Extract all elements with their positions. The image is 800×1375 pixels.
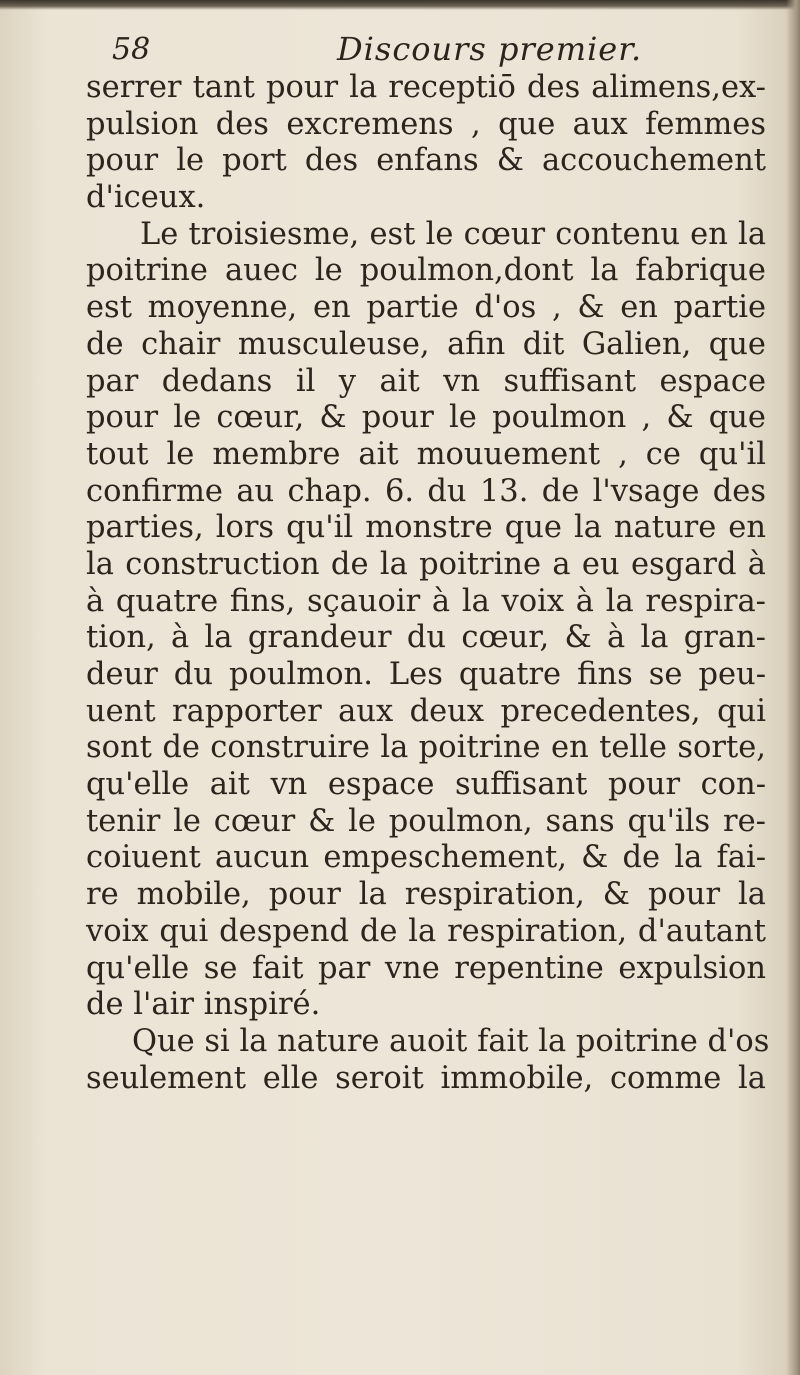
text-line: coiuent aucun empeschement, & de la fai- [86, 840, 766, 876]
text-line: de chair musculeuse, afin dit Galien, que [86, 326, 766, 362]
text-line: de l'air inspiré. [86, 987, 321, 1023]
text-line: qu'elle ait vn espace suffisant pour con- [86, 767, 766, 803]
page-binding-edge [786, 0, 800, 1375]
text-line: qu'elle se fait par vne repentine expulsion [86, 950, 766, 986]
text-line: tenir le cœur & le poulmon, sans qu'ils re- [86, 803, 766, 839]
text-line: confirme au chap. 6. du 13. de l'vsage des [86, 473, 766, 509]
text-line: parties, lors qu'il monstre que la nature en [86, 510, 766, 546]
paragraph-start-line: Que si la nature auoit fait la poitrine d'os [132, 1023, 770, 1059]
page-number: 58 [112, 32, 151, 67]
running-title: Discours premier. [337, 30, 643, 68]
page-top-edge [0, 0, 800, 10]
body-text [86, 70, 770, 1097]
text-line: tion, à la grandeur du cœur, & à la gran- [86, 620, 766, 656]
text-line: deur du poulmon. Les quatre fins se peu- [86, 657, 766, 692]
paragraph-start-line: Le troisiesme, est le cœur contenu en la [140, 216, 766, 252]
text-line: re mobile, pour la respiration, & pour la [86, 877, 766, 913]
text-line: pulsion des excremens , que aux femmes [86, 106, 766, 142]
text-line: pour le cœur, & pour le poulmon , & que [86, 400, 766, 436]
text-line: serrer tant pour la receptiō des alimens,ex- [86, 70, 766, 105]
text-line: est moyenne, en partie d'os , & en partie [86, 290, 766, 326]
text-line: d'iceux. [86, 180, 206, 216]
text-line: à quatre fins, sçauoir à la voix à la respira- [86, 583, 766, 619]
text-line: uent rapporter aux deux precedentes, qui [86, 693, 766, 729]
text-line: pour le port des enfans & accouchement [86, 143, 766, 179]
text-line: tout le membre ait mouuement , ce qu'il [86, 436, 766, 472]
text-line: la construction de la poitrine a eu esgard à [86, 546, 766, 582]
text-line: sont de construire la poitrine en telle sorte, [86, 730, 766, 766]
text-line: par dedans il y ait vn suffisant espace [86, 363, 766, 399]
text-line: poitrine auec le poulmon,dont la fabrique [86, 253, 766, 289]
text-line: seulement elle seroit immobile, comme la [86, 1060, 766, 1096]
text-line: voix qui despend de la respiration, d'autant [86, 913, 766, 949]
